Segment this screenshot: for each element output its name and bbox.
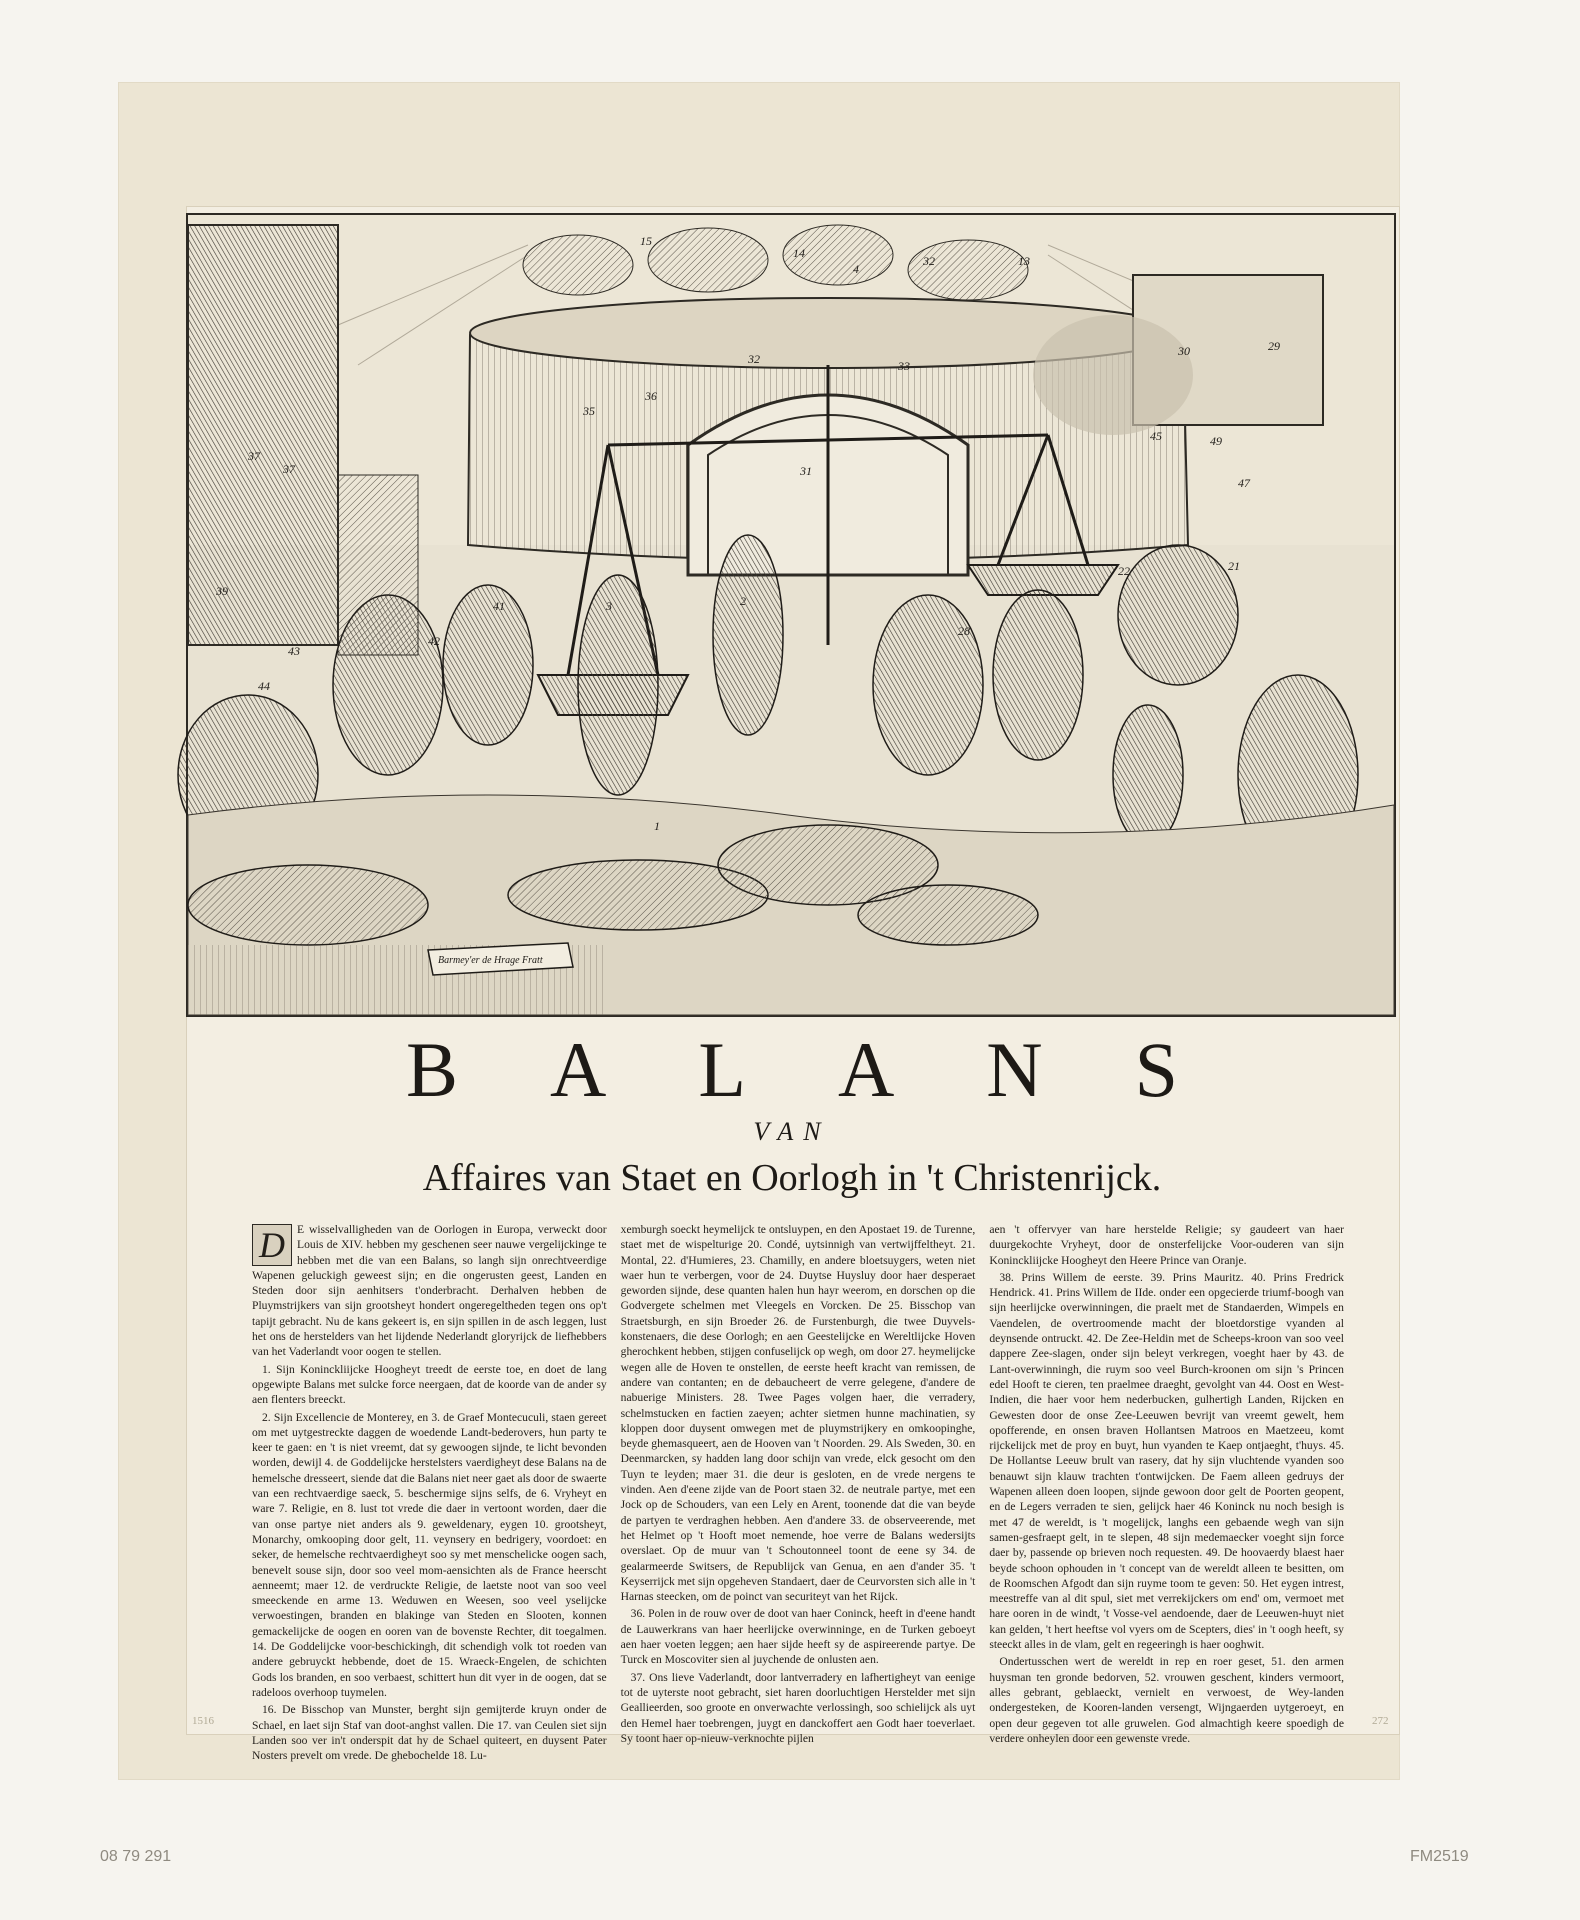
engraving-number: 29 <box>1268 339 1280 353</box>
engraving-number: 37 <box>283 462 295 476</box>
paragraph: 37. Ons lieve Vaderlandt, door lantverradery en lafhertigheyt van eenige tot de uyterste noot gebracht, siet haren doorluchtigen Herstelder met sijn Geallieerden, soo groote en onverwachte verlossingh, soo schielijck als uyt den Hemel haer toebrengen, juygt en danckoffert aen Godt haer toeverlaet. Sy toont haer op-nieuw-verknochte pijlen <box>620 1670 976 1745</box>
engraving-number: 36 <box>645 389 657 403</box>
paragraph: aen 't offervyer van hare herstelde Religie; sy gaudeert van haer duurgekochte Vryheyt, door de onsterfelijcke Voor-ouderen van sijn Koninckliijcke Hoogheyt den Heere Prince van Oranje. <box>989 1223 1344 1267</box>
engraving-number: 15 <box>640 234 652 248</box>
engraving-number: 28 <box>958 624 970 638</box>
document-title <box>186 1025 1398 1203</box>
page-mark-left: 1516 <box>192 1715 214 1727</box>
title-main: BALANS <box>405 1026 1271 1113</box>
text-column-2 <box>621 1222 976 1765</box>
title-subtitle: Affaires van Staet en Oorlogh in 't Christenrijck. <box>422 1157 1162 1199</box>
body-text <box>252 1222 1344 1763</box>
paragraph: 36. Polen in de rouw over de doot van haer Coninck, heeft in d'eene handt de Lauwerkrans van haer heerlijcke overwinninge, en de Turken geboeyt aen haer voeten leggen; aen haer sijde heeft sy de aspireerende partye. De Turck en Moscoviter sien al juychende de onlusten aen. <box>620 1607 976 1667</box>
paragraph: Ondertusschen wert de wereldt in rep en roer geset, 51. den armen huysman ten gronde bedorven, 52. vrouwen geschent, kinders vermoort, alles gebrant, geblaeckt, vernielt en verwoest, de Wey-landen ondergesteken, de Kooren-landen versengt, Wijngaerden uytgeroeyt, en open deur gegeven tot alle gruwelen. God almachtigh keere spoedigh de verdere onheylen door een gewenste vrede. <box>989 1655 1344 1745</box>
engraving-number: 1 <box>654 819 660 833</box>
engraving-number: 30 <box>1178 344 1190 358</box>
engraving-number: 44 <box>258 679 270 693</box>
paragraph <box>252 1222 607 1360</box>
paragraph: 38. Prins Willem de eerste. 39. Prins Mauritz. 40. Prins Fredrick Hendrick. 41. Prins Willem de IIde. onder een opgecierde triumf-boogh van sijn heerlijcke overwinningen, die praelt met de Standaerden, Wimpels en Vaendelen, de overtroomende macht der bloetdorstige vyanden al deynsende ontruckt. 42. De Zee-Heldin met de Scheeps-kroon van soo veel dappere Zee-slagen, onder sijn beleyt verkregen, voeght haer by 43. de Lant-overwinningh, die ruym soo veel Burch-kroonen om sijn 's Princen edel Hooft te cieren, ten praelmee draeght, gevolght van 44. Oost en West-Indien, die haer voor hem nederbucken, gulhertigh Landen, Rijcken en Gewesten door de onse Zee-Leeuwen bevrijt van vreemt gewelt, hem opofferende, en onsen braven Hollantsen Matroos en Maetzeeu, komt rijckelijck met de proy en buyt, hun vyanden te Kaep ontjaeght, t'huys. 45. De Hollantse Leeuw brult van rasery, dat hy sijn vluchtende vyanden soo benauwt sijn klauw trachten t'ontwijcken. De Faem alleen gedruys der Wapenen alleen doen loopen, sijnde gewoon door gelt de Poorten geopent, en de Legers verraden te sien, gelijck haer 46 Koninck nu noch besigh is met 47 de wereldt, is 't mogelijck, langhs een gebaende wegh van sijn samen-gesfraept gelt, in te slepen, 48 sijn medemaecker voeght sijn force daer by, passende op brieven noch requesten. 49. De hoovaerdy blaest haer beyde schoon ophouden in 't concept van de wereldt alleen te besitten, om de Roomschen Afgodt dan sijn ruyme toom te geven: 50. Het eygen intrest, meestreffe van al dit spul, siet met verrekijckers om end' om, vermoet met hare ooren in de windt, 't Vosse-vel aendoende, daer de Leeuwen-huyt niet kan gelden, 't hert heeftse vol vyers om de Scepters, dies' in 't oogh heeft, sy steeckt alles in de vlam, gelt en regeeringh is haer ooghwit. <box>989 1270 1344 1652</box>
engraving-number: 4 <box>853 262 859 276</box>
inventory-number-right: FM2519 <box>1410 1848 1469 1865</box>
engraving-number: 45 <box>1150 429 1162 443</box>
engraving-number: 31 <box>800 464 812 478</box>
engraving-number: 47 <box>1238 476 1250 490</box>
paragraph-text: E wisselvalligheden van de Oorlogen in Europa, verweckt door Louis de XIV. hebben my geschenen seer nauwe vergelijckinge te hebben met die van een Balans, so langh sijn onrechtveerdige Wapenen geluckigh geweest sijn; en die ongerusten geest, Landen en Steden door sijn aenhitsers t'onderbracht. Derhalven hebben de Pluymstrijkers van sijn grootsheyt hondert ongeregeltheden tegen ons op't tapijt gebracht. Nu de kans gekeert is, en sijn spillen in de asch leggen, lust het ons de herstelders van het lijdende Nederlandt gloryrijck de liefhebbers van het Vaderlandt voor oogen te stellen. <box>252 1223 607 1359</box>
engraving-number: 42 <box>428 634 440 648</box>
text-column-1 <box>252 1222 607 1765</box>
engraving-number: 37 <box>248 449 260 463</box>
inventory-number-left: 08 79 291 <box>100 1848 172 1865</box>
paragraph: xemburgh soeckt heymelijck te ontsluypen, en den Apostaet 19. de Turenne, staet met de wispelturige 20. Condé, uytsinnigh van vertwijffeltheyt. 21. Montal, 22. d'Humieres, 23. Chamilly, en andere bloetsuygers, weten niet waer hun te verbergen, voor de 24. Duytse Huysluy door haer desperaet geworden sijnde, dese quanten halen hun hayr weerom, en dorschen op die Godvergete schelmen met Vleegels en Vorcken. De 25. Bisschop van Straetsburgh, en sijn Broeder 26. de Furstenburgh, die twee Duyvels-konstenaers, die dese Oorlogh; en aen Geestelijcke en Wereltlijcke Hoven gherochkent hebben, stijgen confuselijck op wegh, om door 27. heymelijcke wegen alle de Hoven te onstellen, de eerste heeft kracht van remissen, de andere van contanten; en de debaucheert de verre gelegene, d'andere de nabuerige Ministers. 28. Twee Pages volgen haer, die verradery, schelmstucken en factien zaeyen; achter sietmen hunne machinatien, sy kloppen door duysent omwegen met de pluymstrijkery en omkoopinghe, beyde ghemasqueert, aen de Hooven van 't Noorden. 29. Als Sweden, 30. en Deenmarcken, sy hadden lang door schijn van vrede, elck gesocht om den Tuyn te leyden; maer 31. die deur is gesloten, en de vrede nergens te vinden. Aen d'eene zijde van de Poort staen 32. de neutrale partye, met een Jock op de Schouders, van een Lely en Arent, toonende dat die van beyde de partyen te verdraghen hebben. Aen d'andere 33. de observeerende, met het Helmet op 't Hooft moet nemende, hoe verre de Balans wedersijts overslaet. Op de muur van 't Schoutonneel toont de eene sy 34. de gealarmeerde Switsers, de Republijck van Genua, en aen d'ander 35. 't Keyserrijck met sijn opgeheven Standaert, daer de Ceurvorsten sich alle in 't Harnas steecken, om de poinct van securiteyt van het Rijck. <box>620 1223 976 1604</box>
page-mark-right: 272 <box>1372 1715 1389 1727</box>
engraving-number: 49 <box>1210 434 1222 448</box>
engraving-number: 21 <box>1228 559 1240 573</box>
engraving-number: 32 <box>923 254 935 268</box>
engraving-number: 22 <box>1118 564 1130 578</box>
engraving-number: 14 <box>793 246 805 260</box>
engraving-number: 39 <box>216 584 228 598</box>
engraving-drawing <box>188 215 1394 1015</box>
engraving-number: 43 <box>288 644 300 658</box>
text-column-3 <box>989 1222 1344 1765</box>
engraving-number: 32 <box>748 352 760 366</box>
paragraph: 2. Sijn Excellencie de Monterey, en 3. de Graef Montecuculi, staen gereet om met uytgestreckte daggen de woedende Landt-bederovers, hun party te keer te gaen: en 't is niet vreemt, dat sy gewoogen sijnde, te licht bevonden worden, dewijl 4. de Goddelijcke herstelsters vaerdigheyt dese Balans na de hemelsche dresseert, siende dat die Balans niet neer gaet als door de swaerte van een rechtvaerdige saeck, 5. beschermige sijns selfs, de 6. Vryheyt en ware 7. Religie, en 8. lust tot vrede die daer in vertoont worden, daer die van onse partye niet anders als 9. geweldenary, eygen 10. grootsheyt, Monarchy, omkooping door gelt, 11. veynsery en bedrigery, voordoet: en seker, de hemelsche rechtvaerdigheyt soo sy met menschelicke oogen sach, benevelt souse sijn, door soo veel mom-aensichten als de France heerscht aenneemt; maer 12. de verdruckte Religie, de laetste noot van soo veel smeeckende en arme 13. Weduwen en Weesen, soo veel yselijcke verwoestingen, branden en blakinge van Steden en Slooten, konnen gemackelijcke de oogen en ooren van de bovenste Rechter, dit toegalmen. 14. De Goddelijcke voor-beschickingh, dit schendigh volk tot roeden van andere gebruyckt hebbende, doet de 15. Wraeck-Engelen, de schichten Gods los branden, en soo verbaest, schittert hun dit vyer in de oogen, dat se radeloos overhoop tuymelen. <box>252 1410 607 1699</box>
engraving-illustration <box>186 213 1396 1017</box>
paragraph: 1. Sijn Koninckliijcke Hoogheyt treedt de eerste toe, en doet de lang opgewipte Balans met sulcke force neergaen, dat de koorde van de ander sy aen flenters breeckt. <box>252 1362 607 1407</box>
engraving-number: 3 <box>606 599 612 613</box>
engraving-number: 35 <box>583 404 595 418</box>
title-van: VAN <box>753 1117 831 1146</box>
engraving-number: 41 <box>493 599 505 613</box>
dropcap: D <box>252 1224 292 1266</box>
engraving-number: 33 <box>898 359 910 373</box>
paragraph: 16. De Bisschop van Munster, berght sijn gemijterde kruyn onder de Schael, en laet sijn Staf van doot-anghst vallen. Die 17. van Ceulen siet sijn Landen soo ver in't onderspit dat hy de Schael quiteert, en duysent Pater Nosters prevelt om vrede. De ghebochelde 18. Lu- <box>252 1703 607 1763</box>
engraving-number: 13 <box>1018 254 1030 268</box>
engraving-number: 2 <box>740 594 746 608</box>
engraving-banner: Barmey'er de Hrage Fratt <box>438 955 543 966</box>
